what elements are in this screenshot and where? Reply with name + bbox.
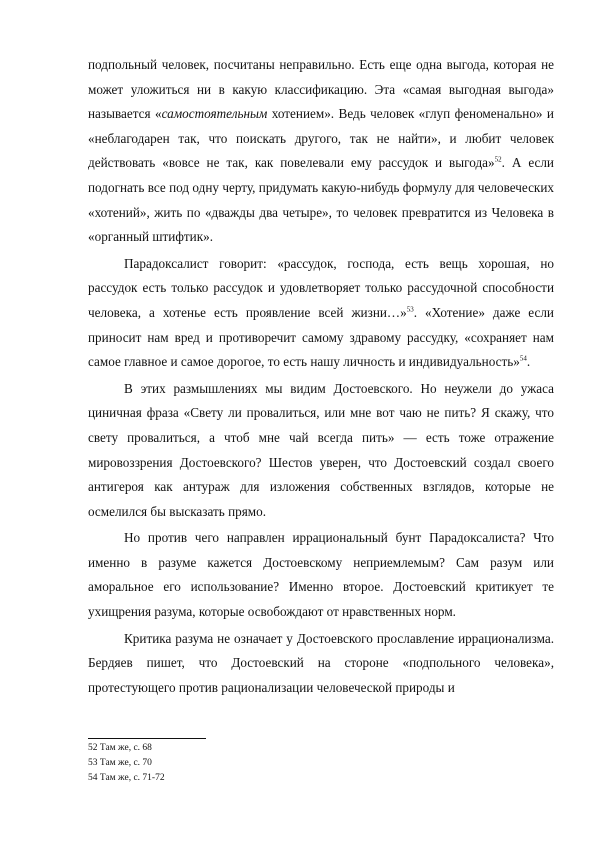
body-paragraph xyxy=(88,627,554,701)
footnotes xyxy=(88,741,388,786)
footnote-ref: 54 xyxy=(519,354,527,363)
footnote-ref: 52 xyxy=(494,155,502,164)
body-paragraph xyxy=(88,377,554,525)
paragraph-text: Но против чего направлен иррациональный бунт Парадоксалиста? Что именно в разуме кажется Достоевскому неприемлемым? Сам разум или аморальное его использование? Именно второе. Достоевский критикует те ухищрения разума, которые освобождают от нравственных норм. xyxy=(88,530,554,620)
body-paragraph xyxy=(88,526,554,624)
paragraph-text: . xyxy=(526,354,531,370)
paragraph-text: Парадоксалист говорит: «рассудок, господа, есть вещь хорошая, но рассудок есть только рассудок и удовлетворяет только рассудочной способности человека, а хотенье есть проявление всей жизни…» xyxy=(88,255,554,320)
paragraph-text: подпольный человек, посчитаны неправильно. Есть еще одна выгода, которая не может уложиться ни в какую классификацию. Эта «самая выгодная выгода» называется « xyxy=(88,57,554,122)
footnote-53: 53 Там же, с. 70 xyxy=(88,758,152,768)
emphasized-text: самостоятельным xyxy=(161,106,268,122)
paragraph-text: хотением». Ведь человек «глуп феноменально» и «неблагодарен так, что поискать другого, так не найти», и любит человек действовать «вовсе не так, как повелевали ему рассудок и выгода» xyxy=(88,106,554,171)
footnote-54: 54 Там же, с. 71-72 xyxy=(88,773,165,783)
paragraph-text: Критика разума не означает у Достоевского прославление иррационализма. Бердяев пишет, что Достоевский на стороне «подпольного человека», протестующего против рационализации человеческой природы и xyxy=(88,630,554,695)
body-paragraph xyxy=(88,252,554,375)
document-body xyxy=(88,53,554,700)
paragraph-text: . А если подогнать все под одну черту, придумать какую-нибудь формулу для человеческих «хотений», жить по «дважды два четыре», то человек превратится из Человека в «органный штифтик». xyxy=(88,155,554,245)
body-paragraph xyxy=(88,53,554,250)
footnote-ref: 53 xyxy=(406,305,414,314)
paragraph-text: . «Хотение» даже если приносит нам вред и противоречит самому здравому рассудку, «сохраняет нам самое главное и самое дорогое, то есть нашу личность и индивидуальность» xyxy=(88,304,554,370)
paragraph-text: В этих размышлениях мы видим Достоевского. Но неужели до ужаса циничная фраза «Свету ли провалиться, или мне вот чаю не пить? Я скажу, что свету провалиться, а чтоб мне чай всегда пить» — есть тоже отражение мировоззрения Достоевского? Шестов уверен, что Достоевский создал своего антигероя как антураж для изложения собственных взглядов, которые не осмелился бы высказать прямо. xyxy=(88,380,554,519)
footnote-52: 52 Там же, с. 68 xyxy=(88,743,152,753)
footnote-separator xyxy=(88,738,206,739)
